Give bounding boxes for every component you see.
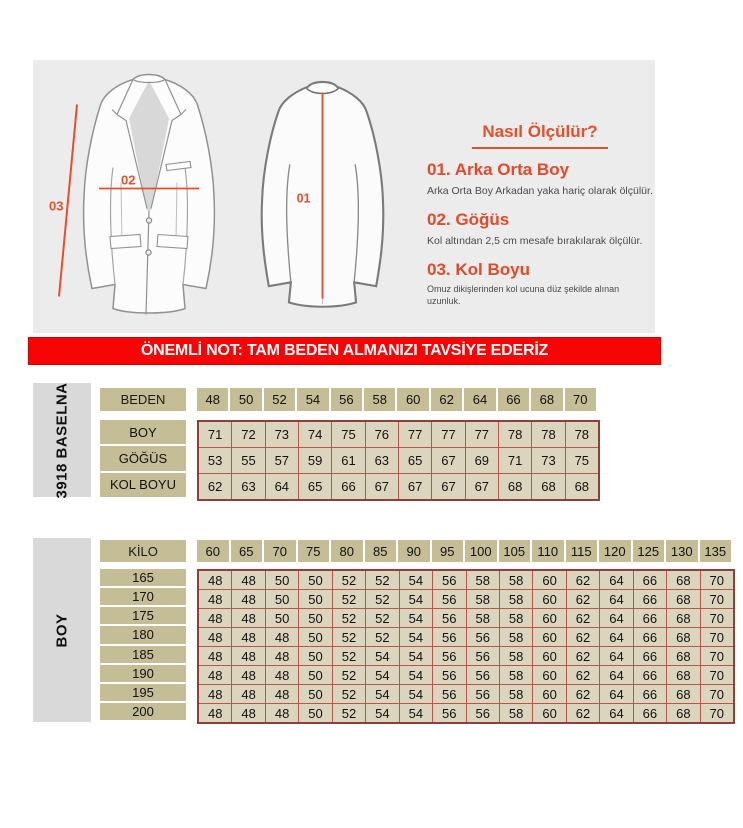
table-cell: 62 [567,590,599,608]
table-cell: 56 [433,647,465,665]
table-cell: 68 [667,628,699,646]
table-cell: 55 [232,448,264,473]
row-label: 200 [100,703,186,720]
table-cell: 70 [701,666,733,684]
table-cell: 48 [232,590,264,608]
table-cell: 50 [299,704,331,722]
header-cell: 75 [298,540,330,562]
table-cell: 54 [400,628,432,646]
table-cell: 56 [467,628,499,646]
table-cell: 50 [266,609,298,627]
table-cell: 77 [399,422,431,447]
table-cell: 56 [467,647,499,665]
table-cell: 58 [500,609,532,627]
header-cell: 68 [531,388,562,411]
table-cell: 48 [199,590,231,608]
table-cell: 50 [299,666,331,684]
table-cell: 50 [299,647,331,665]
table-cell: 58 [500,628,532,646]
table-cell: 56 [433,666,465,684]
measure-item-number: 02. [427,209,451,229]
table-cell: 62 [567,685,599,703]
row-label: 165 [100,569,186,586]
table-cell: 68 [499,474,531,499]
table-cell: 64 [600,571,632,589]
header-cell: 65 [231,540,263,562]
height-table-side-label-text: BOY [53,612,71,648]
table-cell: 48 [266,666,298,684]
table-cell: 68 [667,666,699,684]
table-cell: 54 [400,666,432,684]
table-cell: 48 [266,647,298,665]
measure-guide-item [427,211,653,248]
table-cell: 62 [567,628,599,646]
table-cell: 56 [433,628,465,646]
measure-item-heading [427,161,653,180]
header-cell: 115 [566,540,598,562]
table-cell: 78 [499,422,531,447]
table-cell: 62 [567,647,599,665]
table-cell: 58 [500,571,532,589]
measure-guide-item [427,261,653,307]
table-cell: 65 [299,474,331,499]
table-cell: 52 [366,590,398,608]
table-cell: 48 [232,685,264,703]
table-cell: 50 [266,590,298,608]
table-cell: 70 [701,590,733,608]
table-cell: 72 [232,422,264,447]
table-cell: 60 [533,609,565,627]
table-cell: 48 [199,666,231,684]
table-cell: 52 [366,571,398,589]
table-cell: 56 [467,704,499,722]
table-cell: 62 [199,474,231,499]
table-cell: 54 [400,704,432,722]
table-cell: 56 [467,666,499,684]
table-cell: 62 [567,666,599,684]
table-cell: 66 [634,647,666,665]
table-cell: 64 [600,666,632,684]
table-cell: 52 [333,590,365,608]
important-note-text: ÖNEMLİ NOT: TAM BEDEN ALMANIZI TAVSİYE EDERİZ [140,342,549,359]
table-cell: 63 [366,448,398,473]
table-cell: 52 [333,647,365,665]
table-cell: 71 [199,422,231,447]
height-table-row-labels [100,569,186,720]
table-cell: 78 [532,422,564,447]
row-label: GÖĞÜS [100,446,186,470]
table-cell: 70 [701,685,733,703]
table-cell: 58 [500,590,532,608]
back-jacket-illustration [241,72,404,320]
table-cell: 78 [566,422,598,447]
measure-item-description: Omuz dikişlerinden kol ucuna düz şekilde alınan uzunluk. [427,284,620,306]
table-cell: 68 [667,647,699,665]
table-cell: 62 [567,609,599,627]
row-label: 175 [100,607,186,624]
table-cell: 66 [634,571,666,589]
table-cell: 64 [600,628,632,646]
table-cell: 48 [199,685,231,703]
table-cell: 70 [701,571,733,589]
measure-item-heading [427,261,653,280]
back-length-measure-label: 01 [296,191,311,206]
table-cell: 50 [299,571,331,589]
table-cell: 50 [299,590,331,608]
row-label: BOY [100,420,186,444]
chest-measure-label: 02 [121,172,136,188]
table-cell: 75 [332,422,364,447]
row-label: 195 [100,684,186,701]
table-cell: 74 [299,422,331,447]
table-cell: 68 [566,474,598,499]
header-cell: 56 [331,388,362,411]
header-cell: 50 [230,388,261,411]
table-cell: 56 [433,609,465,627]
header-cell: 85 [365,540,397,562]
table-cell: 48 [232,571,264,589]
table-cell: 60 [533,685,565,703]
important-note-banner [28,337,661,365]
height-table-header-label: KİLO [100,540,186,562]
table-cell: 70 [701,609,733,627]
measurement-diagram-panel [33,60,655,333]
measure-item-heading [427,211,653,230]
table-cell: 52 [333,685,365,703]
table-cell: 57 [266,448,298,473]
table-cell: 66 [634,666,666,684]
table-cell: 56 [467,685,499,703]
table-cell: 48 [199,704,231,722]
table-cell: 52 [333,666,365,684]
measure-guide-title: Nasıl Ölçülür? [472,122,607,149]
table-cell: 48 [266,704,298,722]
measure-item-title: Kol Boyu [455,259,530,279]
table-cell: 67 [466,474,498,499]
table-cell: 64 [600,704,632,722]
table-cell: 54 [400,647,432,665]
table-cell: 67 [366,474,398,499]
table-cell: 48 [266,628,298,646]
table-cell: 54 [400,609,432,627]
table-cell: 67 [432,448,464,473]
table-cell: 56 [433,685,465,703]
table-cell: 64 [600,685,632,703]
table-cell: 64 [600,590,632,608]
header-cell: 90 [398,540,430,562]
measure-item-title: Göğüs [455,209,510,229]
table-cell: 56 [433,571,465,589]
header-cell: 95 [432,540,464,562]
measure-item-number: 01. [427,160,451,179]
measure-item-number: 03. [427,259,451,279]
table-cell: 58 [467,571,499,589]
row-label: 185 [100,646,186,663]
table-cell: 71 [499,448,531,473]
table-cell: 48 [232,609,264,627]
table-cell: 60 [533,704,565,722]
table-cell: 52 [333,609,365,627]
table-cell: 54 [400,590,432,608]
table-cell: 54 [366,647,398,665]
table-cell: 64 [266,474,298,499]
table-cell: 67 [399,474,431,499]
table-cell: 54 [366,666,398,684]
table-cell: 60 [533,628,565,646]
header-cell: 60 [197,540,229,562]
table-cell: 66 [634,609,666,627]
measure-item-description: Arka Orta Boy Arkadan yaka hariç olarak ölçülür. [427,184,653,197]
size-table-side-label-text: 3918 BASELNA [53,381,71,499]
size-table-row-labels [100,420,186,497]
table-cell: 48 [199,571,231,589]
header-cell: 110 [532,540,564,562]
header-cell: 66 [498,388,529,411]
size-table-header-label: BEDEN [100,388,186,411]
table-cell: 58 [467,590,499,608]
table-cell: 50 [299,685,331,703]
header-cell: 58 [364,388,395,411]
header-cell: 62 [431,388,462,411]
measure-guide [427,122,653,320]
table-cell: 52 [333,571,365,589]
table-cell: 68 [532,474,564,499]
row-label: 170 [100,588,186,605]
table-cell: 62 [567,704,599,722]
table-cell: 56 [433,590,465,608]
header-cell: 48 [197,388,228,411]
front-jacket-illustration [49,68,249,323]
size-table-data-grid [197,420,600,501]
table-cell: 77 [466,422,498,447]
height-table-header-row [197,540,731,562]
height-table-data-grid [197,569,735,724]
table-cell: 64 [600,609,632,627]
header-cell: 54 [297,388,328,411]
table-cell: 54 [400,571,432,589]
table-cell: 48 [199,647,231,665]
table-cell: 60 [533,571,565,589]
table-cell: 60 [533,590,565,608]
measure-guide-item [427,161,653,198]
table-cell: 48 [232,704,264,722]
measure-item-title: Arka Orta Boy [454,160,570,179]
table-cell: 48 [232,628,264,646]
table-cell: 52 [333,628,365,646]
table-cell: 73 [266,422,298,447]
table-cell: 58 [500,685,532,703]
table-cell: 52 [366,628,398,646]
header-cell: 120 [599,540,631,562]
header-cell: 135 [700,540,732,562]
table-cell: 66 [634,704,666,722]
header-cell: 130 [666,540,698,562]
size-table-side-label [33,383,91,497]
table-cell: 63 [232,474,264,499]
table-cell: 77 [432,422,464,447]
table-cell: 53 [199,448,231,473]
header-cell: 64 [464,388,495,411]
table-cell: 48 [232,666,264,684]
header-cell: 105 [499,540,531,562]
table-cell: 70 [701,704,733,722]
row-label: KOL BOYU [100,473,186,497]
row-label: 190 [100,665,186,682]
table-cell: 56 [433,704,465,722]
header-cell: 70 [565,388,596,411]
table-cell: 64 [600,647,632,665]
table-cell: 52 [333,704,365,722]
table-cell: 58 [500,704,532,722]
table-cell: 68 [667,571,699,589]
table-cell: 50 [299,628,331,646]
table-cell: 69 [466,448,498,473]
table-cell: 70 [701,628,733,646]
table-cell: 76 [366,422,398,447]
table-cell: 61 [332,448,364,473]
table-cell: 70 [701,647,733,665]
table-cell: 58 [467,609,499,627]
table-cell: 50 [299,609,331,627]
table-cell: 48 [199,609,231,627]
header-cell: 80 [331,540,363,562]
table-cell: 66 [634,685,666,703]
table-cell: 60 [533,666,565,684]
table-cell: 66 [634,628,666,646]
header-cell: 52 [264,388,295,411]
header-cell: 60 [397,388,428,411]
header-cell: 100 [465,540,497,562]
table-cell: 62 [567,571,599,589]
table-cell: 59 [299,448,331,473]
table-cell: 66 [634,590,666,608]
table-cell: 68 [667,590,699,608]
table-cell: 75 [566,448,598,473]
table-cell: 50 [266,571,298,589]
table-cell: 68 [667,685,699,703]
table-cell: 48 [266,685,298,703]
measure-item-description: Kol altından 2,5 cm mesafe bırakılarak ölçülür. [427,234,643,247]
table-cell: 58 [500,647,532,665]
table-cell: 68 [667,609,699,627]
table-cell: 68 [667,704,699,722]
table-cell: 54 [366,685,398,703]
height-table-side-label [33,538,91,722]
table-cell: 65 [399,448,431,473]
table-cell: 58 [500,666,532,684]
table-cell: 67 [432,474,464,499]
table-cell: 66 [332,474,364,499]
table-cell: 54 [366,704,398,722]
table-cell: 54 [400,685,432,703]
table-cell: 48 [232,647,264,665]
table-cell: 60 [533,647,565,665]
header-cell: 70 [264,540,296,562]
table-cell: 73 [532,448,564,473]
table-cell: 48 [199,628,231,646]
header-cell: 125 [633,540,665,562]
table-cell: 52 [366,609,398,627]
row-label: 180 [100,626,186,643]
size-table-header-row [197,388,596,411]
sleeve-measure-label: 03 [49,198,64,214]
